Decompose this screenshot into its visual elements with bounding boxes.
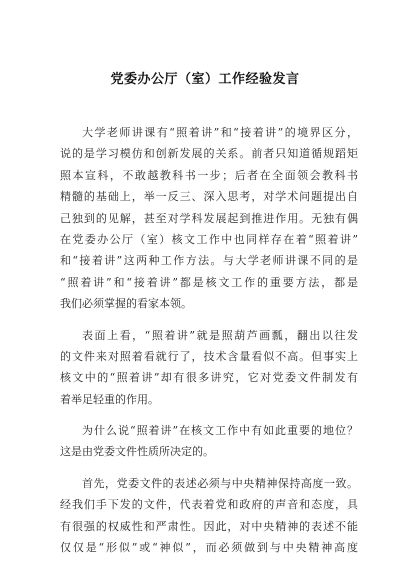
paragraph-4	[60, 473, 358, 559]
paragraph-line: 首先，党委文件的表述必须与中央精神保持高度一致。	[82, 476, 358, 490]
paragraph-3	[60, 420, 358, 463]
paragraph-line: 核文中的“照着讲”却有很多讲究，它对党委文件制发有	[60, 371, 358, 385]
document-body	[60, 122, 358, 568]
paragraph-line: 说的是学习模仿和创新发展的关系。前者只知道循规蹈矩	[60, 147, 358, 161]
paragraph-line: 精髓的基础上，举一反三、深入思考，对学术问题提出自	[60, 190, 358, 204]
paragraph-line: 和“接着讲”这两种工作方法。与大学老师讲课不同的是	[60, 254, 358, 268]
paragraph-2	[60, 325, 358, 411]
paragraph-line: 己独到的见解，甚至对学科发展起到推进作用。无独有偶	[60, 211, 358, 225]
paragraph-line: 大学老师讲课有“照着讲”和“接着讲”的境界区分，	[82, 126, 358, 139]
paragraph-line: 我们必须掌握的看家本领。	[60, 297, 192, 311]
paragraph-line: 在党委办公厅（室）核文工作中也同样存在着“照着讲”	[60, 232, 358, 246]
paragraph-line: 有很强的权威性和严肃性。因此，对中央精神的表述不能	[60, 519, 358, 533]
paragraph-line: 着举足轻重的作用。	[60, 392, 159, 406]
paragraph-line: 为什么说“照着讲”在核文工作中有如此重要的地位？	[82, 424, 358, 438]
paragraph-1	[60, 122, 358, 315]
document-title: 党委办公厅（室）工作经验发言	[110, 72, 300, 87]
paragraph-line: “照着讲”和“接着讲”都是核文工作的重要方法，都是	[60, 275, 358, 289]
paragraph-line: 的文件来对照着看就行了，技术含量看似不高。但事实上	[60, 349, 358, 363]
paragraph-line: 照本宣科，不敢越教科书一步；后者在全面领会教科书	[60, 168, 358, 182]
paragraph-line: 经我们手下发的文件，代表着党和政府的声音和态度，具	[60, 498, 358, 512]
paragraph-line: 仅仅是“形似”或“神似”，而必须做到与中央精神高度	[60, 541, 358, 555]
paragraph-line: 这是由党委文件性质所决定的。	[60, 445, 214, 459]
paragraph-line: 表面上看，“照着讲”就是照葫芦画瓢，翻出以往发	[82, 328, 358, 342]
